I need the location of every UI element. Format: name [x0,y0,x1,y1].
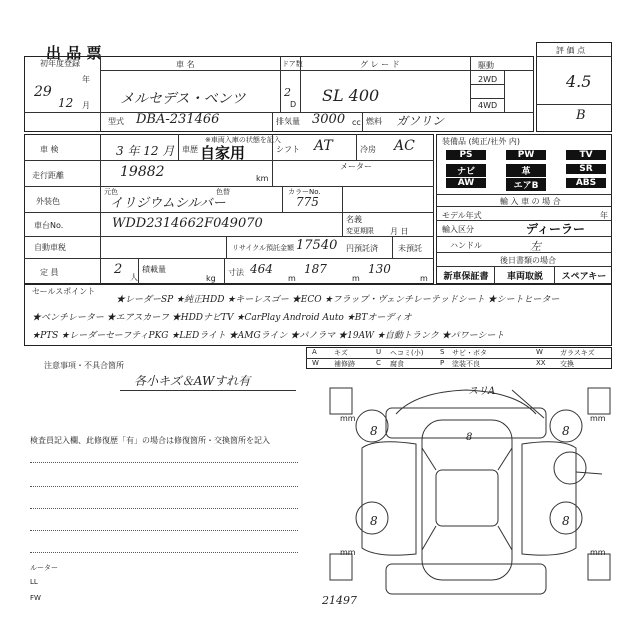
doors-value: 2 [284,86,291,99]
box-bl [330,554,352,580]
sales-line-2: ★ベンチレーター ★エアスカーフ ★HDDナビTV ★CarPlay Android Auto ★BTオーディオ [32,313,412,323]
recycle-label: リサイクル預託金額 [232,244,295,252]
legend-2-8: 交換 [560,360,574,368]
mm-label-4: mm [590,548,606,557]
rating-value: 4.5 [566,72,592,91]
equip-abs: ABS [566,178,606,188]
legend-2-1: W [312,359,319,367]
legend-1-5: S [440,348,445,356]
repair-title: 検査員記入欄、此修復歴「有」の場合は修復箇所・交換箇所を記入 [30,436,270,445]
year-value: 29 [34,84,52,100]
mileage-unit: km [256,174,269,183]
recycle-unit: 円預託済 [346,244,378,253]
color-label: 外装色 [36,197,60,206]
displacement-label: 排気量 [276,117,300,126]
car-top-outline [396,390,536,414]
left-label-3: FW [30,594,41,602]
unpaid-label: 未預託 [398,244,422,253]
model-label: 型式 [108,117,124,126]
diagram-mark-center: 8 [466,432,473,443]
notes-value: 各小キズ＆AWすれ有 [134,374,251,388]
left-label-1: ルーター [30,564,58,572]
tire-spare [554,452,586,484]
drive-label: 駆動 [478,61,494,70]
equip-leather: 革 [506,164,546,177]
interior-value: B [576,108,586,123]
doors-unit: D [290,100,297,109]
dims-width: 187 [304,262,327,276]
fuel-label: 燃料 [366,117,382,126]
color-change-label: 色替 [216,188,230,196]
equip-airbag: エアB [506,178,546,191]
sales-line-1: ★レーダーSP ★純正HDD ★キーレスゴー ★ECO ★フラップ・ヴェンチレーテッドシート ★シートヒーター [116,295,560,305]
tire-fr-value: 8 [562,424,570,438]
diagram-label-top: スリA [468,386,496,397]
equip-navi: ナビ [446,164,486,177]
equip-aw: AW [446,178,486,188]
load-label: 積載量 [142,265,166,274]
legend-2-4: 腐食 [390,360,404,368]
equip-ps: PS [446,150,486,160]
dims-length: 464 [250,262,273,276]
box-br [588,554,610,580]
tire-rl-value: 8 [370,514,378,528]
ac-label: 冷房 [360,145,376,154]
capacity-value: 2 [114,262,123,277]
month-unit: 月 [82,101,90,110]
orig-color-label: 元色 [104,188,118,196]
name-label: 車 名 [176,60,195,69]
legend-2-6: 塗装不良 [452,360,480,368]
import-label: 輸入区分 [442,225,474,234]
model-year-unit: 年 [600,211,608,220]
import-section-label: 輸 入 車 の 場 合 [500,197,561,206]
color-code-label: カラーNo. [288,188,321,196]
grade-value: SL 400 [322,86,380,105]
import-value: ディーラー [526,222,586,236]
legend-1-6: サビ・ボタ [452,349,487,357]
car-left-side [362,442,416,555]
equip-tv: TV [566,150,606,160]
inspection-label: 車 検 [40,145,59,154]
car-rear-panel [386,564,546,594]
mm-label-1: mm [340,414,356,423]
vin-label: 車台No. [34,221,64,230]
mileage-value: 19882 [120,164,165,180]
car-right-side [522,442,576,555]
ac-value: AC [394,138,415,154]
model-value: DBA-231466 [136,112,220,127]
tire-rr-value: 8 [562,514,570,528]
recycle-value: 17540 [296,238,338,253]
box-tl [330,388,352,414]
rating-label: 評 価 点 [556,46,586,55]
docs-label: 後日書類の場合 [500,256,556,265]
meigi-label: 名義 [346,215,362,224]
year-label: 初年度登録 [40,59,80,68]
sales-line-3: ★PTS ★レーダーセーフティPKG ★LEDライト ★AMGライン ★パノラマ ★19AW ★自動トランク ★パワーシート [32,331,505,341]
left-label-2: LL [30,578,38,586]
legend-1-3: U [376,348,382,356]
box-tr [588,388,610,414]
dims-label: 寸法 [228,268,244,277]
capacity-unit: 人 [130,273,138,282]
car-roof [436,470,498,526]
displacement-unit: cc [352,118,361,127]
handle-value: 左 [530,240,541,253]
legend-2-2: 補修跡 [334,360,355,368]
legend-2-3: C [376,359,381,367]
dims-height: 130 [368,262,391,276]
legend-2-5: P [440,359,445,367]
meter-label: メーター [340,162,372,171]
regtype-value: 自家用 [200,144,246,162]
capacity-label: 定 員 [40,268,59,277]
color-code-value: 775 [296,195,319,209]
legend-1-4: ヘコミ(小) [390,349,424,357]
legend-1-8: ガラスキズ [560,349,595,357]
grade-label: グ レ ー ド [360,60,400,69]
legend-1-2: キズ [334,349,348,357]
legend-2-7: XX [536,359,546,367]
vin-value: WDD2314662F049070 [112,216,263,231]
regtype-label: 車歴 [182,145,198,154]
equip-pw: PW [506,150,546,160]
drive-4wd: 4WD [478,101,498,110]
name-value: メルセデス・ベンツ [120,91,246,107]
doors-label: ドア数 [282,60,303,68]
model-year-label: モデル年式 [442,211,482,220]
car-damage-diagram [326,378,612,618]
month-value: 12 [58,96,74,110]
legend-1-1: A [312,348,317,356]
tire-fl-value: 8 [370,424,378,438]
drive-2wd: 2WD [478,75,498,84]
doc-manual: 車両取説 [506,272,543,282]
meigi-sub: 変更期限 [346,227,374,235]
shift-label: シフト [276,145,300,154]
doc-warranty: 新車保証書 [443,272,489,282]
mileage-label: 走行距離 [32,171,64,180]
doc-sparekey: スペアキー [561,272,607,282]
inspection-value: 3 年 12 月 [116,144,175,158]
equip-sr: SR [566,164,606,174]
regtype-note: ※車両入庫の状態を記入 [205,136,281,144]
handle-label: ハンドル [450,241,482,250]
dims-unit-3: m [420,274,428,283]
stock-number: 21497 [322,594,357,607]
form-title: 出 品 票 [46,44,102,62]
mm-label-3: mm [340,548,356,557]
notes-title: 注意事項・不具合箇所 [44,361,124,370]
dims-unit-1: m [288,274,296,283]
year-unit: 年 [82,75,90,84]
mm-label-2: mm [590,414,606,423]
load-unit: kg [206,274,216,283]
dims-unit-2: m [352,274,360,283]
color-value: イリジウムシルバー [110,196,226,211]
fuel-value: ガソリン [396,114,445,128]
equipment-title: 装備品 (純正/社外 内) [442,137,521,146]
meigi-unit: 月 日 [390,227,409,236]
shift-value: AT [314,138,333,154]
displacement-value: 3000 [312,112,346,127]
tax-label: 自動車税 [34,243,66,252]
sales-title: セールスポイント [32,287,96,296]
legend-1-7: W [536,348,543,356]
